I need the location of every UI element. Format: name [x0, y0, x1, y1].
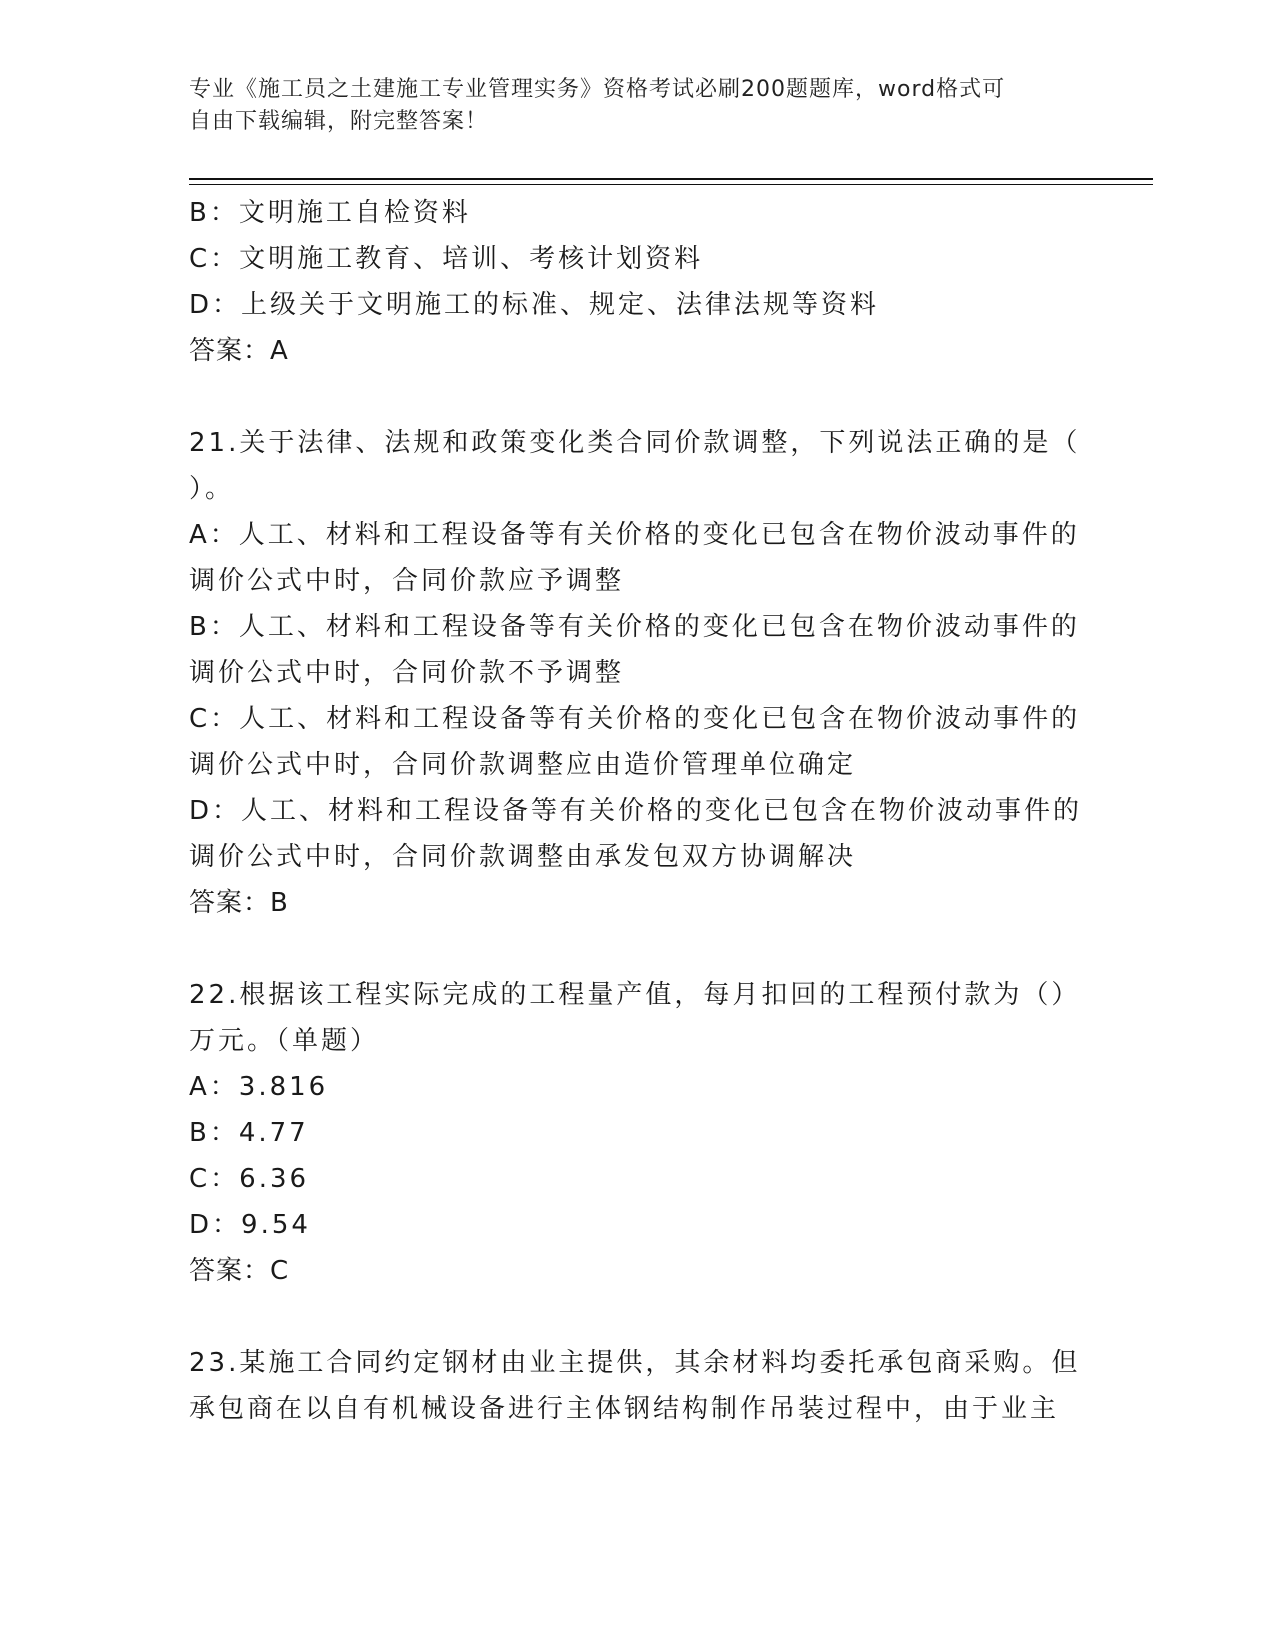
- question-21: [189, 420, 1089, 926]
- q21-option-d-line-1: D：人工、材料和工程设备等有关价格的变化已包含在物价波动事件的: [189, 796, 1083, 826]
- q21-option-d-line-2: 调价公式中时，合同价款调整由承发包双方协调解决: [189, 842, 857, 872]
- q22-option-a: A：3.816: [189, 1072, 329, 1102]
- q22-stem-line-1: 22.根据该工程实际完成的工程量产值，每月扣回的工程预付款为（）: [189, 980, 1081, 1010]
- q22-option-b: B：4.77: [189, 1118, 309, 1148]
- q22-option-d: D：9.54: [189, 1210, 311, 1240]
- q20-option-d: D：上级关于文明施工的标准、规定、法律法规等资料: [189, 290, 880, 320]
- q21-option-a-line-1: A：人工、材料和工程设备等有关价格的变化已包含在物价波动事件的: [189, 520, 1080, 550]
- header-title-line-1: 专业《施工员之土建施工专业管理实务》资格考试必刷200题题库，word格式可: [189, 77, 1006, 102]
- q22-option-c: C：6.36: [189, 1164, 310, 1194]
- q23-stem-line-1: 23.某施工合同约定钢材由业主提供，其余材料均委托承包商采购。但: [189, 1348, 1081, 1378]
- q20-option-c: C：文明施工教育、培训、考核计划资料: [189, 244, 704, 274]
- q22-stem-line-2: 万元。（单题）: [189, 1026, 380, 1056]
- spacer: [189, 1294, 1089, 1340]
- question-20: [189, 190, 1089, 374]
- question-23: [189, 1340, 1089, 1432]
- q20-answer: 答案：A: [189, 336, 289, 366]
- q21-stem-line-1: 21.关于法律、法规和政策变化类合同价款调整，下列说法正确的是（: [189, 428, 1081, 458]
- spacer: [189, 374, 1089, 420]
- q20-option-b: B：文明施工自检资料: [189, 198, 471, 228]
- q21-option-b-line-2: 调价公式中时，合同价款不予调整: [189, 658, 625, 688]
- q21-option-c-line-2: 调价公式中时，合同价款调整应由造价管理单位确定: [189, 750, 857, 780]
- q23-stem-line-2: 承包商在以自有机械设备进行主体钢结构制作吊装过程中，由于业主: [189, 1394, 1060, 1424]
- document-header: [189, 74, 1089, 138]
- spacer: [189, 926, 1089, 972]
- question-22: [189, 972, 1089, 1294]
- q21-answer: 答案：B: [189, 888, 289, 918]
- q21-option-c-line-1: C：人工、材料和工程设备等有关价格的变化已包含在物价波动事件的: [189, 704, 1081, 734]
- q22-answer: 答案：C: [189, 1256, 290, 1286]
- header-divider-thin: [189, 184, 1153, 185]
- q21-stem-line-2: ）。: [189, 474, 235, 504]
- question-content: [189, 190, 1089, 1432]
- header-title-line-2: 自由下载编辑，附完整答案！: [189, 109, 489, 134]
- q21-option-b-line-1: B：人工、材料和工程设备等有关价格的变化已包含在物价波动事件的: [189, 612, 1080, 642]
- q21-option-a-line-2: 调价公式中时，合同价款应予调整: [189, 566, 625, 596]
- header-divider-thick: [189, 178, 1153, 180]
